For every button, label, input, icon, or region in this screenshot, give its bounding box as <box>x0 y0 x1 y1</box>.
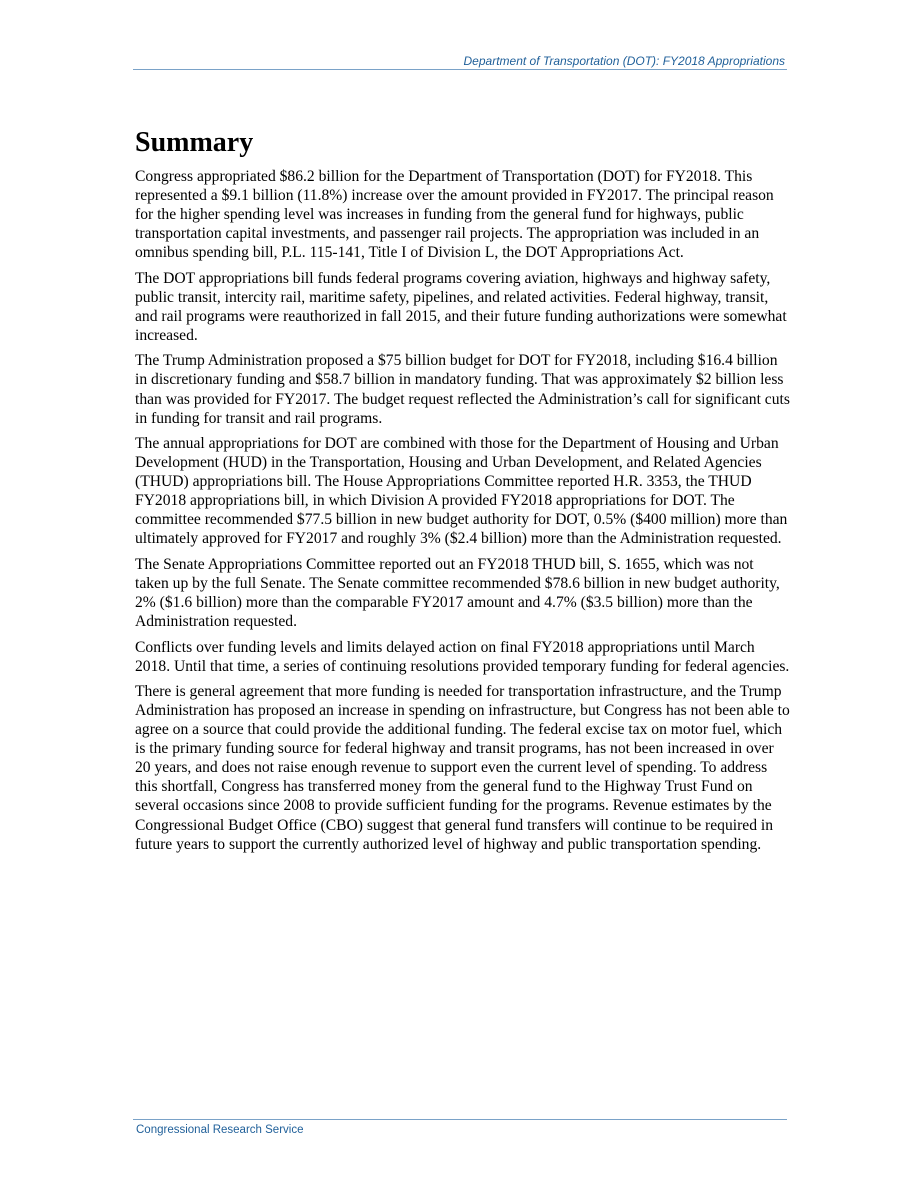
section-heading: Summary <box>135 127 254 158</box>
paragraph: The DOT appropriations bill funds federal programs covering aviation, highways and highway safety, public transit, intercity rail, maritime safety, pipelines, and related activities. Federal highway, transit, and rail programs were reauthorized in fall 2015, and their future funding authorizations were somewhat increased. <box>135 269 787 344</box>
paragraph: The Senate Appropriations Committee reported out an FY2018 THUD bill, S. 1655, which was not taken up by the full Senate. The Senate committee recommended $78.6 billion in new budget authority, 2% ($1.6 billion) more than the comparable FY2017 amount and 4.7% ($3.5 billion) more than the Administration requested. <box>135 555 780 631</box>
paragraph: The annual appropriations for DOT are combined with those for the Department of Housing and Urban Development (HUD) in the Transportation, Housing and Urban Development, and Related Agencies (THUD) appropriations bill. The House Appropriations Committee reported H.R. 3353, the THUD FY2018 appropriations bill, in which Division A provided FY2018 appropriations for DOT. The committee recommended $77.5 billion in new budget authority for DOT, 0.5% ($400 million) more than ultimately approved for FY2017 and roughly 3% ($2.4 billion) more than the Administration requested. <box>135 435 788 548</box>
paragraph: Conflicts over funding levels and limits delayed action on final FY2018 appropriations until March 2018. Until that time, a series of continuing resolutions provided temporary funding for federal agencies. <box>135 638 790 675</box>
report-title: Department of Transportation (DOT): FY2018 Appropriations <box>463 54 785 68</box>
footer-organization: Congressional Research Service <box>136 1124 304 1136</box>
paragraph: There is general agreement that more funding is needed for transportation infrastructure, and the Trump Administration has proposed an increase in spending on infrastructure, but Congress has not been able to agree on a source that could provide the additional funding. The federal excise tax on motor fuel, which is the primary funding source for federal highway and transit programs, has not been increased in over 20 years, and does not raise enough revenue to support even the current level of spending. To address this shortfall, Congress has transferred money from the general fund to the Highway Trust Fund on several occasions since 2008 to provide sufficient funding for the programs. Revenue estimates by the Congressional Budget Office (CBO) suggest that general fund transfers will continue to be required in future years to support the currently authorized level of highway and public transportation spending. <box>135 683 790 853</box>
paragraph: Congress appropriated $86.2 billion for the Department of Transportation (DOT) for FY2018. This represented a $9.1 billion (11.8%) increase over the amount provided in FY2017. The principal reason for the higher spending level was increases in funding from the general fund for highways, public transportation capital investments, and passenger rail projects. The appropriation was included in an omnibus spending bill, P.L. 115-141, Title I of Division L, the DOT Appropriations Act. <box>135 168 774 262</box>
page-header <box>133 54 787 70</box>
main-content <box>135 126 790 860</box>
paragraph: The Trump Administration proposed a $75 billion budget for DOT for FY2018, including $16.4 billion in discretionary funding and $58.7 billion in mandatory funding. That was approximately $2 billion less than was provided for FY2017. The budget request reflected the Administration’s call for significant cuts in funding for transit and rail programs. <box>135 352 790 427</box>
page-footer <box>133 1119 787 1136</box>
